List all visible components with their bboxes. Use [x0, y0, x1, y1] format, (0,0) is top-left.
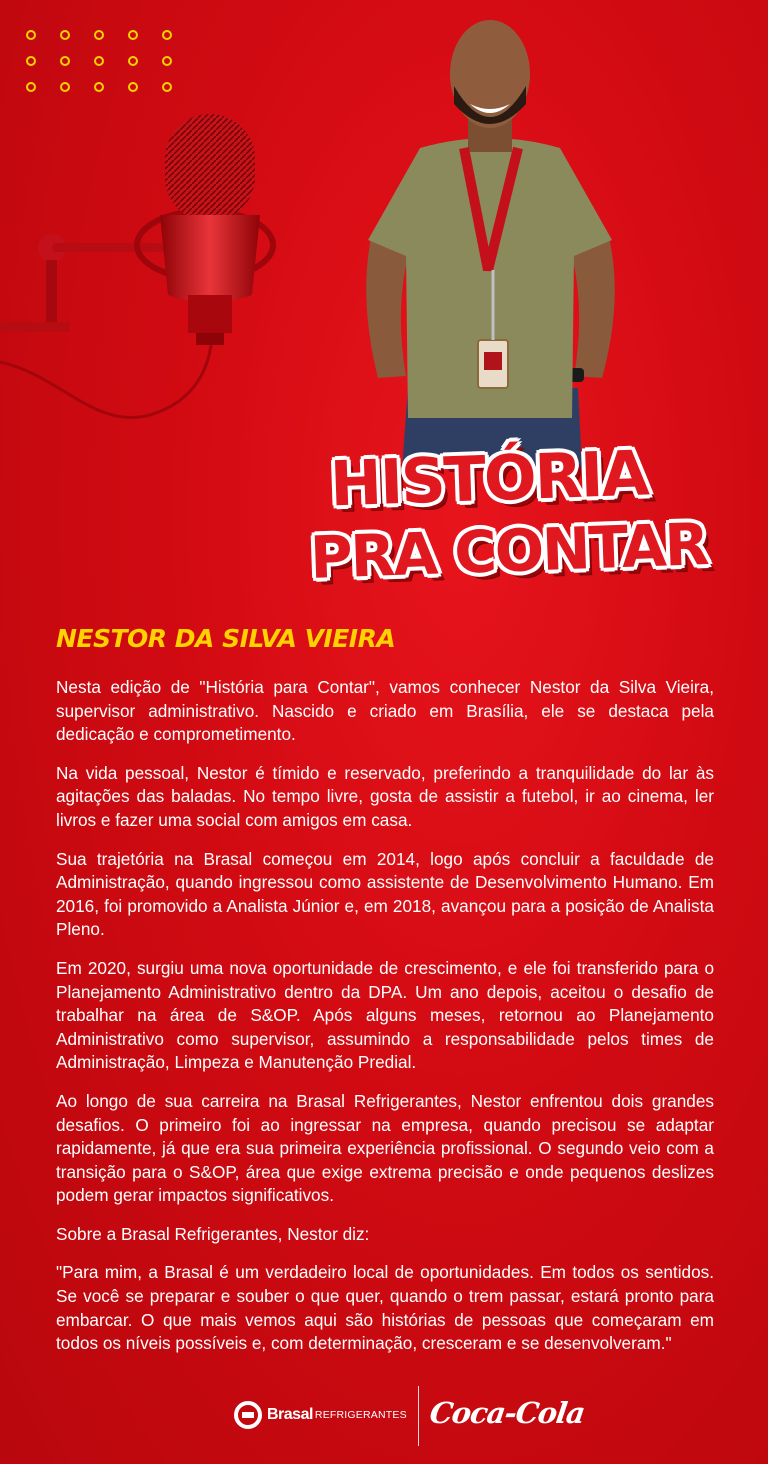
decorative-dot-grid — [26, 30, 176, 96]
profile-name: NESTOR DA SILVA VIEIRA — [56, 624, 396, 653]
headline-line-1: HISTÓRIA — [328, 436, 649, 521]
brasal-logo-subtitle: REFRIGERANTES — [314, 1409, 407, 1421]
footer-logos — [0, 1384, 768, 1448]
coca-cola-logo: Coca-Cola — [427, 1396, 587, 1430]
footer-divider — [418, 1386, 419, 1446]
article-body — [56, 676, 714, 1371]
article-paragraph: Na vida pessoal, Nestor é tímido e reservado, preferindo a tranquilidade do lar às agitações das baladas. No tempo livre, gosta de assistir a futebol, ir ao cinema, ler livros e fazer uma social com amigos em casa. — [56, 762, 714, 830]
brasal-logo — [233, 1400, 407, 1430]
brasal-logo-name: Brasal — [267, 1406, 313, 1423]
article-paragraph: Sobre a Brasal Refrigerantes, Nestor diz: — [56, 1223, 370, 1244]
article-quote: "Para mim, a Brasal é um verdadeiro local de oportunidades. Em todos os sentidos. Se você se preparar e souber o que quer, quando o trem passar, estará pronto para embarcar. O que mais vemos aqui são histórias de pessoas que começaram em todos os níveis possíveis e, com determinação, cresceram e se desenvolveram." — [56, 1262, 714, 1354]
headline-logo — [300, 436, 720, 610]
microphone-icon — [0, 100, 300, 430]
article-paragraph: Nesta edição de "História para Contar", vamos conhecer Nestor da Silva Vieira, supervisor administrativo. Nascido e criado em Brasília, ele se destaca pela dedicação e comprometimento. — [56, 677, 714, 745]
person-photo — [350, 8, 630, 468]
headline-line-2: PRA CONTAR — [308, 510, 709, 592]
article-paragraph: Ao longo de sua carreira na Brasal Refrigerantes, Nestor enfrentou dois grandes desafios. O primeiro foi ao ingressar na empresa, quando precisou se adaptar rapidamente, já que era sua primeira experiência profissional. O segundo veio com a transição para o S&OP, área que exige extrema precisão e onde pequenos deslizes podem gerar impactos significativos. — [56, 1090, 714, 1206]
brasal-logo-icon — [233, 1400, 263, 1430]
article-paragraph: Sua trajetória na Brasal começou em 2014, logo após concluir a faculdade de Administração, quando ingressou como assistente de Desenvolvimento Humano. Em 2016, foi promovido a Analista Júnior e, em 2018, avançou para a posição de Analista Pleno. — [56, 848, 714, 940]
article-paragraph: Em 2020, surgiu uma nova oportunidade de crescimento, e ele foi transferido para o Planejamento Administrativo dentro da DPA. Um ano depois, aceitou o desafio de trabalhar na área de S&OP. Após alguns meses, retornou ao Planejamento Administrativo como supervisor, assumindo a responsabilidade pelos times de Administração, Limpeza e Manutenção Predial. — [56, 957, 714, 1073]
